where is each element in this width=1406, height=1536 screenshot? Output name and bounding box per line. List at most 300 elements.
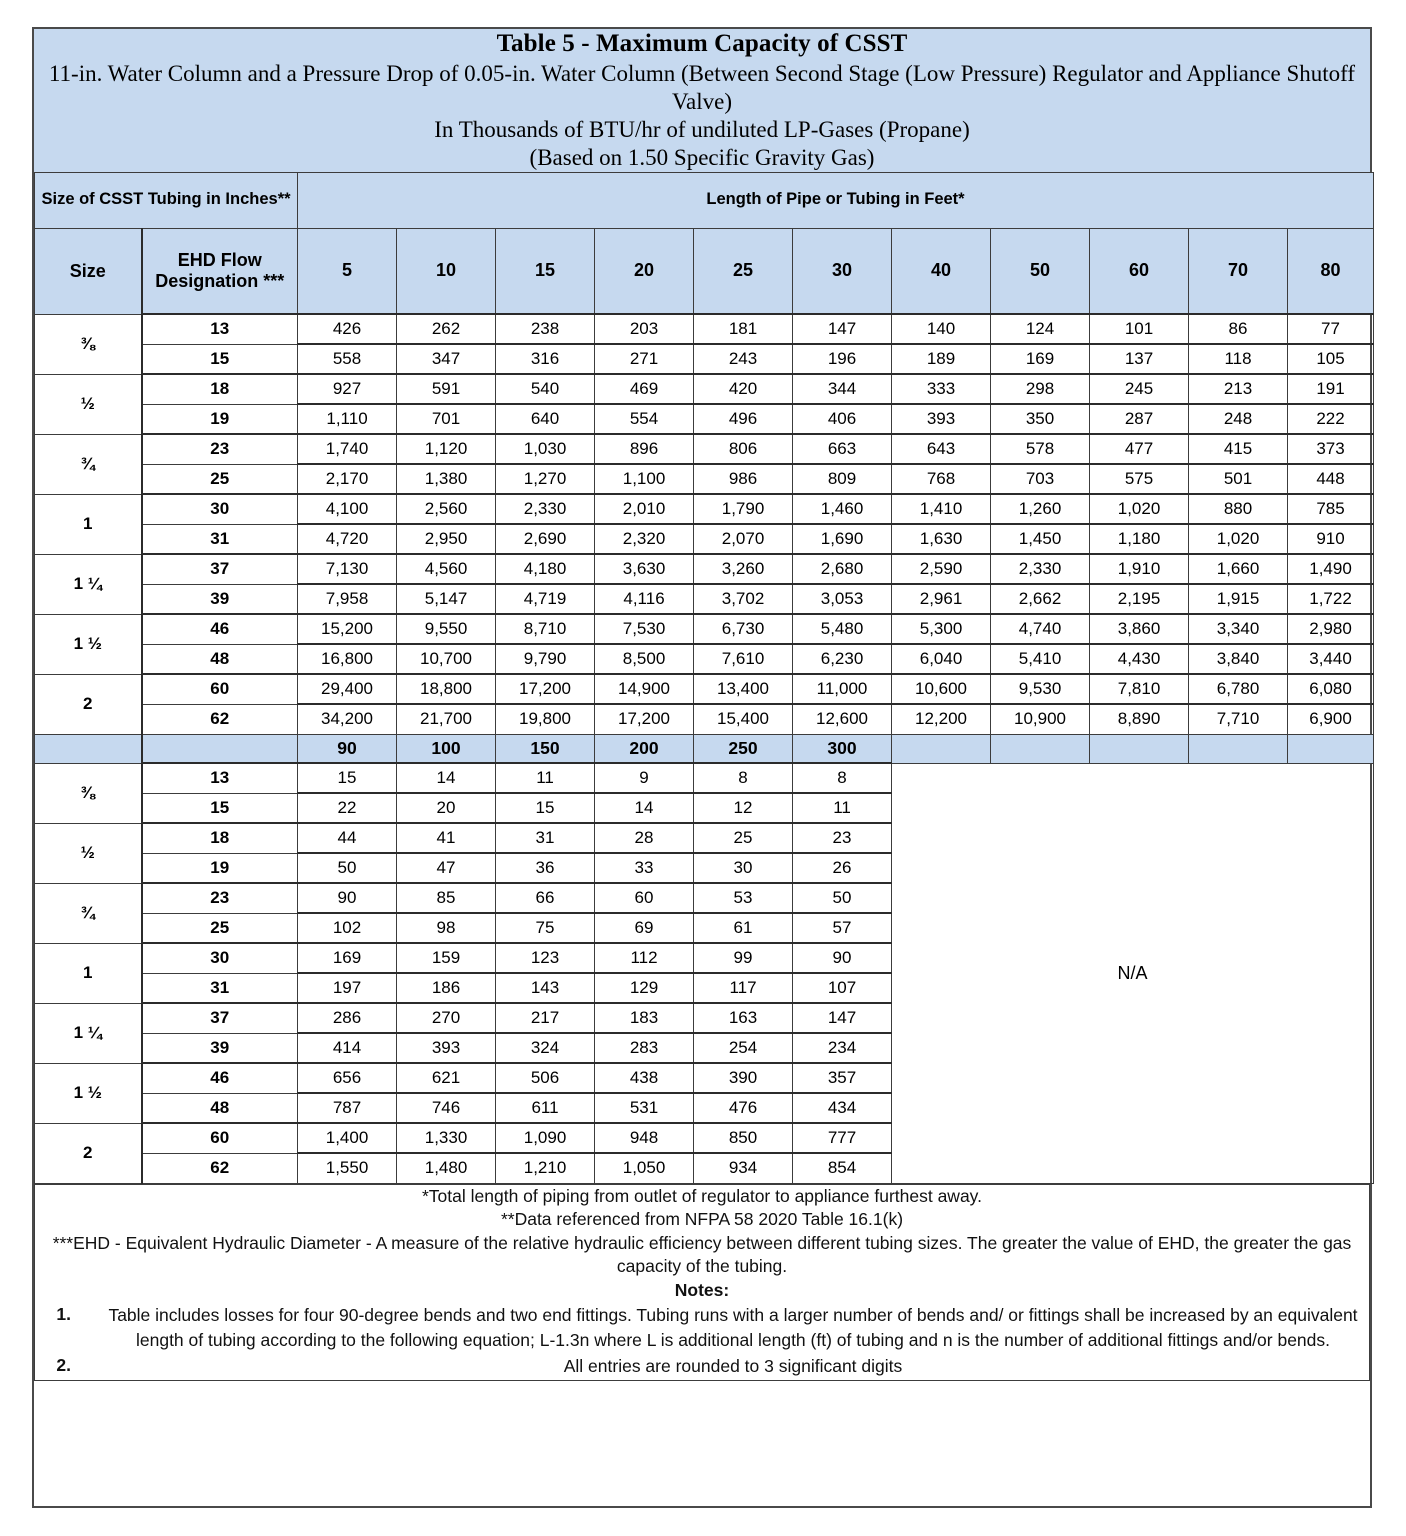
cell-30-20: 2,010 [595,494,694,524]
cell-13-50: 124 [991,314,1090,344]
cell-15-90: 22 [298,793,397,823]
ehd-label-b2-25: 25 [142,913,298,943]
header-length-30: 30 [793,228,892,314]
notes-label: Notes: [674,1279,730,1300]
cell-31-50: 1,450 [991,524,1090,554]
cell-19-20: 554 [595,404,694,434]
cell-15-70: 118 [1189,344,1288,374]
cell-39-300: 234 [793,1033,892,1063]
cell-19-5: 1,110 [298,404,397,434]
cell-37-15: 4,180 [496,554,595,584]
size-label-1 ½: 1 ½ [35,614,142,674]
cell-19-30: 406 [793,404,892,434]
header-length-150: 150 [496,734,595,763]
cell-39-60: 2,195 [1090,584,1189,614]
cell-25-150: 75 [496,913,595,943]
cell-23-50: 578 [991,434,1090,464]
cell-13-90: 15 [298,763,397,793]
table-row [35,314,1374,344]
cell-25-30: 809 [793,464,892,494]
cell-62-40: 12,200 [892,704,991,734]
size-label-b2-1 ¼: 1 ¼ [35,1003,142,1063]
cell-48-80: 3,440 [1288,644,1374,674]
cell-18-60: 245 [1090,374,1189,404]
cell-13-100: 14 [397,763,496,793]
header-length-250: 250 [694,734,793,763]
cell-18-40: 333 [892,374,991,404]
size-label-b2-⅜: ⅜ [35,763,142,823]
cell-48-90: 787 [298,1093,397,1123]
ehd-label-b2-46: 46 [142,1063,298,1093]
cell-15-250: 12 [694,793,793,823]
cell-37-90: 286 [298,1003,397,1033]
cell-39-80: 1,722 [1288,584,1374,614]
cell-62-90: 1,550 [298,1153,397,1183]
cell-30-30: 1,460 [793,494,892,524]
header-length-10: 10 [397,228,496,314]
cell-18-15: 540 [496,374,595,404]
cell-37-80: 1,490 [1288,554,1374,584]
cell-30-150: 123 [496,943,595,973]
note-item-1 [35,1303,1369,1351]
header-column-row [35,228,1374,314]
cell-30-80: 785 [1288,494,1374,524]
ehd-label-b2-19: 19 [142,853,298,883]
cell-46-50: 4,740 [991,614,1090,644]
cell-46-40: 5,300 [892,614,991,644]
cell-60-60: 7,810 [1090,674,1189,704]
cell-23-5: 1,740 [298,434,397,464]
cell-62-10: 21,700 [397,704,496,734]
cell-46-250: 390 [694,1063,793,1093]
ehd-label-b2-37: 37 [142,1003,298,1033]
cell-25-40: 768 [892,464,991,494]
cell-19-200: 33 [595,853,694,883]
cell-39-15: 4,719 [496,584,595,614]
size-label-1: 1 [35,494,142,554]
cell-31-80: 910 [1288,524,1374,554]
cell-18-25: 420 [694,374,793,404]
size-label-1 ¼: 1 ¼ [35,554,142,614]
ehd-label-15: 15 [142,344,298,374]
cell-19-70: 248 [1189,404,1288,434]
cell-23-150: 66 [496,883,595,913]
cell-62-80: 6,900 [1288,704,1374,734]
cell-31-70: 1,020 [1189,524,1288,554]
cell-48-100: 746 [397,1093,496,1123]
cell-13-20: 203 [595,314,694,344]
cell-31-90: 197 [298,973,397,1003]
note-number-2: 2. [56,1354,71,1375]
cell-48-60: 4,430 [1090,644,1189,674]
separator-blank-size [35,734,142,763]
ehd-label-31: 31 [142,524,298,554]
cell-19-250: 30 [694,853,793,883]
cell-60-300: 777 [793,1123,892,1153]
ehd-label-23: 23 [142,434,298,464]
table-title: Table 5 - Maximum Capacity of CSST [496,30,908,57]
cell-30-10: 2,560 [397,494,496,524]
ehd-label-b2-62: 62 [142,1153,298,1183]
cell-30-15: 2,330 [496,494,595,524]
cell-46-25: 6,730 [694,614,793,644]
size-label-¾: ¾ [35,434,142,494]
note-text-2: All entries are rounded to 3 significant digits [563,1355,903,1376]
cell-31-250: 117 [694,973,793,1003]
length-header-row-2 [35,734,1374,763]
cell-13-15: 238 [496,314,595,344]
cell-23-300: 50 [793,883,892,913]
cell-62-100: 1,480 [397,1153,496,1183]
cell-60-70: 6,780 [1189,674,1288,704]
cell-18-300: 23 [793,823,892,853]
cell-23-200: 60 [595,883,694,913]
cell-60-5: 29,400 [298,674,397,704]
cell-48-25: 7,610 [694,644,793,674]
table-row [35,763,1374,793]
ehd-label-25: 25 [142,464,298,494]
size-label-b2-½: ½ [35,823,142,883]
cell-19-80: 222 [1288,404,1374,434]
cell-25-80: 448 [1288,464,1374,494]
cell-46-60: 3,860 [1090,614,1189,644]
cell-46-20: 7,530 [595,614,694,644]
table-row [35,434,1374,464]
cell-13-60: 101 [1090,314,1189,344]
header-length-25: 25 [694,228,793,314]
cell-60-90: 1,400 [298,1123,397,1153]
note-item-2 [35,1354,1369,1378]
size-label-b2-1 ½: 1 ½ [35,1063,142,1123]
cell-19-25: 496 [694,404,793,434]
cell-30-25: 1,790 [694,494,793,524]
cell-48-30: 6,230 [793,644,892,674]
cell-15-80: 105 [1288,344,1374,374]
cell-37-5: 7,130 [298,554,397,584]
cell-25-250: 61 [694,913,793,943]
cell-15-300: 11 [793,793,892,823]
cell-15-25: 243 [694,344,793,374]
ehd-label-46: 46 [142,614,298,644]
table-title-block [34,29,1370,172]
size-label-2: 2 [35,674,142,734]
cell-62-70: 7,710 [1189,704,1288,734]
cell-25-25: 986 [694,464,793,494]
cell-60-20: 14,900 [595,674,694,704]
cell-60-15: 17,200 [496,674,595,704]
title-table [34,29,1370,172]
cell-48-40: 6,040 [892,644,991,674]
cell-37-70: 1,660 [1189,554,1288,584]
cell-25-70: 501 [1189,464,1288,494]
cell-37-40: 2,590 [892,554,991,584]
cell-19-40: 393 [892,404,991,434]
cell-15-150: 15 [496,793,595,823]
cell-48-15: 9,790 [496,644,595,674]
cell-60-40: 10,600 [892,674,991,704]
ehd-label-b2-18: 18 [142,823,298,853]
cell-60-250: 850 [694,1123,793,1153]
cell-30-70: 880 [1189,494,1288,524]
cell-37-300: 147 [793,1003,892,1033]
header-length-15: 15 [496,228,595,314]
cell-37-60: 1,910 [1090,554,1189,584]
cell-25-5: 2,170 [298,464,397,494]
footnote-star-3: ***EHD - Equivalent Hydraulic Diameter - A measure of the relative hydraulic efficiency between different tubing sizes. The greater the value of EHD, the greater the gas capacity of the tubing. [52,1233,1352,1276]
cell-39-5: 7,958 [298,584,397,614]
cell-62-250: 934 [694,1153,793,1183]
size-label-b2-¾: ¾ [35,883,142,943]
footnote-star-1: *Total length of piping from outlet of regulator to appliance furthest away. [421,1185,982,1206]
cell-62-150: 1,210 [496,1153,595,1183]
cell-39-70: 1,915 [1189,584,1288,614]
table-row [35,374,1374,404]
cell-23-100: 85 [397,883,496,913]
size-label-⅜: ⅜ [35,314,142,374]
cell-46-15: 8,710 [496,614,595,644]
ehd-label-b2-15: 15 [142,793,298,823]
table-row [35,554,1374,584]
cell-46-5: 15,200 [298,614,397,644]
cell-60-150: 1,090 [496,1123,595,1153]
cell-48-150: 611 [496,1093,595,1123]
cell-60-200: 948 [595,1123,694,1153]
cell-31-5: 4,720 [298,524,397,554]
cell-15-20: 271 [595,344,694,374]
cell-30-90: 169 [298,943,397,973]
cell-18-10: 591 [397,374,496,404]
header-length-100: 100 [397,734,496,763]
notes-list [35,1303,1369,1377]
header-length-60: 60 [1090,228,1189,314]
cell-46-150: 506 [496,1063,595,1093]
cell-46-80: 2,980 [1288,614,1374,644]
ehd-label-b2-60: 60 [142,1123,298,1153]
separator-blank-0 [892,734,991,763]
cell-60-25: 13,400 [694,674,793,704]
cell-31-100: 186 [397,973,496,1003]
cell-25-300: 57 [793,913,892,943]
cell-25-50: 703 [991,464,1090,494]
cell-13-80: 77 [1288,314,1374,344]
cell-31-300: 107 [793,973,892,1003]
cell-19-10: 701 [397,404,496,434]
cell-19-100: 47 [397,853,496,883]
cell-39-250: 254 [694,1033,793,1063]
cell-39-40: 2,961 [892,584,991,614]
cell-18-150: 31 [496,823,595,853]
header-group-row [35,172,1374,228]
table-row [35,614,1374,644]
ehd-label-18: 18 [142,374,298,404]
cell-48-10: 10,700 [397,644,496,674]
cell-46-30: 5,480 [793,614,892,644]
cell-62-60: 8,890 [1090,704,1189,734]
cell-46-70: 3,340 [1189,614,1288,644]
table-row [35,494,1374,524]
cell-37-30: 2,680 [793,554,892,584]
cell-39-10: 5,147 [397,584,496,614]
cell-23-30: 663 [793,434,892,464]
cell-15-5: 558 [298,344,397,374]
size-label-b2-2: 2 [35,1123,142,1183]
cell-19-15: 640 [496,404,595,434]
cell-37-100: 270 [397,1003,496,1033]
cell-18-50: 298 [991,374,1090,404]
cell-19-300: 26 [793,853,892,883]
cell-30-5: 4,100 [298,494,397,524]
cell-15-100: 20 [397,793,496,823]
cell-19-90: 50 [298,853,397,883]
cell-13-25: 181 [694,314,793,344]
cell-15-200: 14 [595,793,694,823]
cell-46-100: 621 [397,1063,496,1093]
cell-25-200: 69 [595,913,694,943]
cell-18-30: 344 [793,374,892,404]
cell-18-80: 191 [1288,374,1374,404]
cell-15-15: 316 [496,344,595,374]
cell-62-200: 1,050 [595,1153,694,1183]
separator-blank-4 [1288,734,1374,763]
footnotes-table [34,1184,1370,1381]
cell-46-90: 656 [298,1063,397,1093]
cell-13-250: 8 [694,763,793,793]
header-length-70: 70 [1189,228,1288,314]
separator-blank-ehd [142,734,298,763]
header-length-90: 90 [298,734,397,763]
cell-30-100: 159 [397,943,496,973]
cell-62-25: 15,400 [694,704,793,734]
cell-23-40: 643 [892,434,991,464]
cell-48-250: 476 [694,1093,793,1123]
ehd-label-19: 19 [142,404,298,434]
cell-25-10: 1,380 [397,464,496,494]
cell-25-60: 575 [1090,464,1189,494]
cell-39-90: 414 [298,1033,397,1063]
table-row [35,524,1374,554]
cell-60-50: 9,530 [991,674,1090,704]
cell-46-200: 438 [595,1063,694,1093]
cell-48-20: 8,500 [595,644,694,674]
cell-30-40: 1,410 [892,494,991,524]
table-subtitle-1: 11-in. Water Column and a Pressure Drop of 0.05-in. Water Column (Between Second Stage (Low Pressure) Regulator and Appliance Shutoff Valve) [48,60,1356,114]
cell-37-50: 2,330 [991,554,1090,584]
ehd-label-13: 13 [142,314,298,344]
cell-60-10: 18,800 [397,674,496,704]
cell-37-10: 4,560 [397,554,496,584]
cell-13-40: 140 [892,314,991,344]
cell-31-15: 2,690 [496,524,595,554]
cell-13-10: 262 [397,314,496,344]
cell-19-50: 350 [991,404,1090,434]
cell-13-5: 426 [298,314,397,344]
cell-23-250: 53 [694,883,793,913]
separator-blank-1 [991,734,1090,763]
ehd-label-b2-13: 13 [142,763,298,793]
cell-18-250: 25 [694,823,793,853]
cell-19-150: 36 [496,853,595,883]
cell-60-30: 11,000 [793,674,892,704]
table-row [35,464,1374,494]
cell-25-100: 98 [397,913,496,943]
cell-60-100: 1,330 [397,1123,496,1153]
cell-62-50: 10,900 [991,704,1090,734]
cell-25-90: 102 [298,913,397,943]
header-length-group: Length of Pipe or Tubing in Feet* [298,172,1374,228]
cell-31-20: 2,320 [595,524,694,554]
size-label-½: ½ [35,374,142,434]
cell-62-30: 12,600 [793,704,892,734]
cell-31-40: 1,630 [892,524,991,554]
cell-31-200: 129 [595,973,694,1003]
header-length-20: 20 [595,228,694,314]
cell-31-150: 143 [496,973,595,1003]
ehd-label-b2-23: 23 [142,883,298,913]
table-row [35,404,1374,434]
table-row [35,644,1374,674]
cell-46-10: 9,550 [397,614,496,644]
cell-62-20: 17,200 [595,704,694,734]
cell-15-30: 196 [793,344,892,374]
cell-13-30: 147 [793,314,892,344]
cell-39-150: 324 [496,1033,595,1063]
cell-23-25: 806 [694,434,793,464]
cell-18-5: 927 [298,374,397,404]
cell-18-90: 44 [298,823,397,853]
size-label-b2-1: 1 [35,943,142,1003]
separator-blank-2 [1090,734,1189,763]
header-length-5: 5 [298,228,397,314]
ehd-label-b2-30: 30 [142,943,298,973]
cell-13-200: 9 [595,763,694,793]
header-ehd-column: EHD Flow Designation *** [142,228,298,314]
cell-37-20: 3,630 [595,554,694,584]
header-length-50: 50 [991,228,1090,314]
cell-37-250: 163 [694,1003,793,1033]
table-sheet [32,27,1372,1508]
cell-60-80: 6,080 [1288,674,1374,704]
cell-37-200: 183 [595,1003,694,1033]
cell-31-25: 2,070 [694,524,793,554]
cell-39-20: 4,116 [595,584,694,614]
cell-19-60: 287 [1090,404,1189,434]
cell-37-25: 3,260 [694,554,793,584]
header-size-column: Size [35,228,142,314]
ehd-label-b2-31: 31 [142,973,298,1003]
cell-25-15: 1,270 [496,464,595,494]
cell-23-90: 90 [298,883,397,913]
cell-18-100: 41 [397,823,496,853]
note-text-1: Table includes losses for four 90-degree bends and two end fittings. Tubing runs with a larger number of bends and/ or fittings shall be increased by an equivalent length of tubing according to the following equation; L-1.3n where L is additional length (ft) of tubing and n is the number of additional fittings and/or bends. [108,1305,1358,1350]
cell-18-20: 469 [595,374,694,404]
ehd-label-48: 48 [142,644,298,674]
cell-25-20: 1,100 [595,464,694,494]
cell-23-15: 1,030 [496,434,595,464]
cell-30-60: 1,020 [1090,494,1189,524]
cell-15-60: 137 [1090,344,1189,374]
footnotes-block [35,1184,1370,1380]
cell-23-10: 1,120 [397,434,496,464]
cell-30-250: 99 [694,943,793,973]
cell-62-5: 34,200 [298,704,397,734]
cell-23-60: 477 [1090,434,1189,464]
ehd-label-30: 30 [142,494,298,524]
cell-23-80: 373 [1288,434,1374,464]
header-length-200: 200 [595,734,694,763]
cell-48-200: 531 [595,1093,694,1123]
table-row [35,674,1374,704]
cell-13-300: 8 [793,763,892,793]
